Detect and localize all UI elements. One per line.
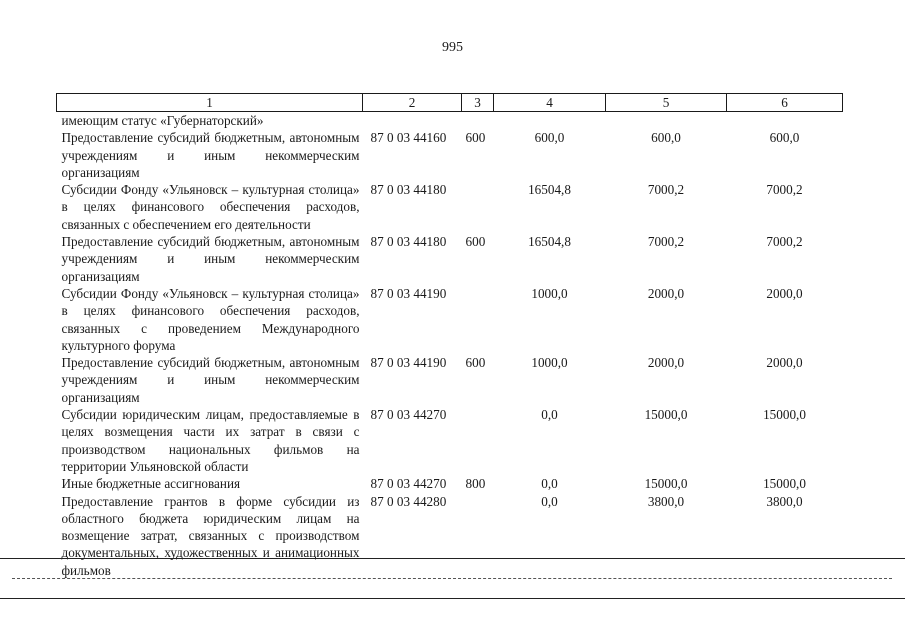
- header-col-5: 5: [606, 94, 727, 112]
- row-value-col-4: 1000,0: [531, 285, 568, 301]
- row-value-col-4: 0,0: [541, 476, 558, 492]
- table-row: [57, 354, 843, 406]
- row-value-col-6: 7000,2: [766, 234, 803, 250]
- table-row: [57, 406, 843, 475]
- table-row: [57, 233, 843, 285]
- row-value-col-6: 2000,0: [766, 285, 803, 301]
- row-description: имеющим статус «Губернаторский»: [61, 113, 264, 128]
- header-col-3: 3: [462, 94, 494, 112]
- row-value-col-5: 15000,0: [644, 407, 688, 423]
- row-expense-type: 600: [465, 234, 486, 250]
- row-value-col-4: 16504,8: [528, 234, 571, 250]
- row-target-code: 87 0 03 44190: [370, 355, 447, 371]
- row-description: Субсидии Фонду «Ульяновск – культурная столица» в целях финансового обеспечения расходов, связанных с обеспечением его деятельности: [61, 182, 360, 232]
- table-row: [57, 285, 843, 354]
- cut-line: [0, 558, 905, 559]
- row-value-col-4: 600,0: [534, 130, 565, 146]
- row-value-col-4: 1000,0: [531, 355, 568, 371]
- row-value-col-5: 7000,2: [647, 234, 685, 250]
- table-row: [57, 181, 843, 233]
- row-target-code: [363, 112, 462, 130]
- table-row: [57, 129, 843, 181]
- row-value-col-6: 2000,0: [766, 355, 803, 371]
- cut-line: [0, 598, 905, 599]
- row-value-col-5: 3800,0: [647, 493, 685, 509]
- row-description: Предоставление субсидий бюджетным, автономным учреждениям и иным некоммерческим организациям: [61, 130, 360, 180]
- row-target-code: 87 0 03 44190: [370, 285, 447, 301]
- row-value-col-5: [606, 112, 727, 130]
- row-target-code: 87 0 03 44270: [370, 407, 447, 423]
- cut-line-dashed: [12, 578, 892, 579]
- row-value-col-4: 16504,8: [528, 182, 571, 198]
- page-number: 995: [442, 40, 463, 55]
- row-target-code: 87 0 03 44180: [370, 182, 447, 198]
- header-col-4: 4: [494, 94, 606, 112]
- row-expense-type: [462, 181, 494, 233]
- row-value-col-6: 600,0: [769, 130, 800, 146]
- row-target-code: 87 0 03 44270: [370, 476, 447, 492]
- table-row: [57, 112, 843, 130]
- row-value-col-6: [727, 112, 843, 130]
- row-value-col-5: 600,0: [651, 130, 681, 146]
- row-description: Субсидии юридическим лицам, предоставляемые в целях возмещения части их затрат в связи с производством национальных фильмов на территории Ульяновской области: [61, 407, 360, 474]
- row-value-col-5: 15000,0: [644, 476, 688, 492]
- table-body: [57, 112, 843, 580]
- row-expense-type: 600: [465, 355, 486, 371]
- budget-table: [56, 93, 843, 579]
- row-value-col-5: 2000,0: [647, 355, 685, 371]
- row-target-code: 87 0 03 44180: [370, 234, 447, 250]
- table-header: [57, 94, 843, 112]
- row-value-col-6: 15000,0: [763, 407, 806, 423]
- row-description: Предоставление субсидий бюджетным, автономным учреждениям и иным некоммерческим организациям: [61, 355, 360, 405]
- header-col-6: 6: [727, 94, 843, 112]
- row-value-col-6: 7000,2: [766, 182, 803, 198]
- row-value-col-4: [494, 112, 606, 130]
- row-target-code: 87 0 03 44160: [370, 130, 447, 146]
- row-description: Субсидии Фонду «Ульяновск – культурная столица» в целях финансового обеспечения расходов, связанных с проведением Международного культурного форума: [61, 285, 360, 353]
- row-target-code: 87 0 03 44280: [370, 493, 447, 509]
- table-row: [57, 493, 843, 579]
- row-value-col-6: 15000,0: [763, 476, 806, 492]
- row-value-col-4: 0,0: [541, 493, 558, 509]
- row-expense-type: [462, 406, 494, 475]
- row-expense-type: [462, 112, 494, 130]
- row-expense-type: [462, 285, 494, 354]
- header-col-1: 1: [57, 94, 363, 112]
- row-description: Иные бюджетные ассигнования: [61, 476, 241, 492]
- row-expense-type: 800: [465, 476, 486, 492]
- row-value-col-4: 0,0: [541, 407, 558, 423]
- row-value-col-5: 7000,2: [647, 182, 685, 198]
- row-description: Предоставление субсидий бюджетным, автономным учреждениям и иным некоммерческим организациям: [61, 234, 360, 284]
- row-value-col-5: 2000,0: [647, 285, 685, 301]
- row-description: Предоставление грантов в форме субсидии из областного бюджета юридическим лицам на возмещение затрат, связанных с производством документальных, художественных и анимационных фильмов: [61, 493, 360, 578]
- table-row: [57, 475, 843, 492]
- header-col-2: 2: [363, 94, 462, 112]
- row-expense-type: [462, 493, 494, 579]
- row-expense-type: 600: [465, 130, 486, 146]
- row-value-col-6: 3800,0: [766, 493, 803, 509]
